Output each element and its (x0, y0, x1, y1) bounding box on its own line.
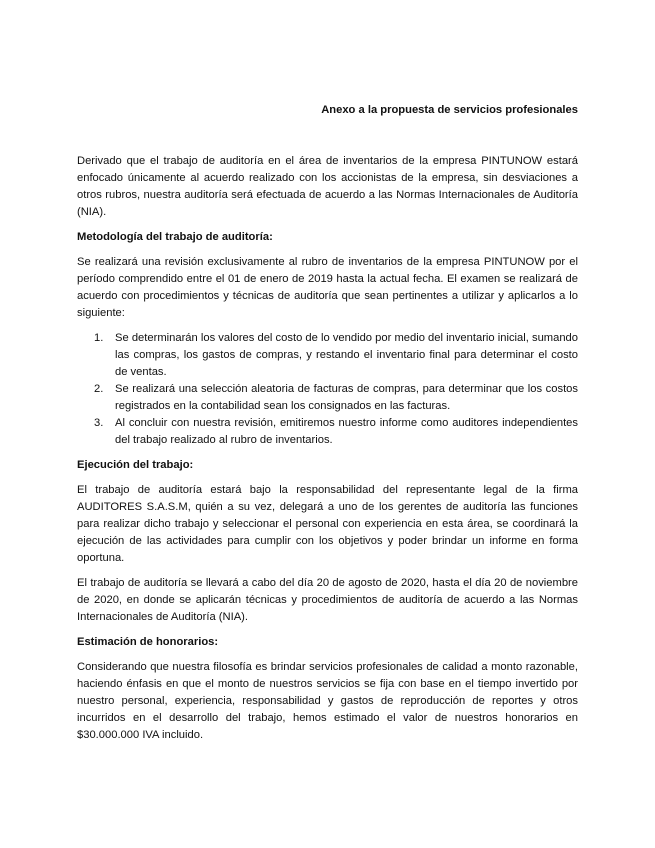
list-item-text: Al concluir con nuestra revisión, emitiremos nuestro informe como auditores independientes del trabajo realizado al rubro de inventarios. (115, 417, 578, 446)
methodology-list (77, 330, 578, 449)
list-item (77, 415, 578, 449)
fees-heading: Estimación de honorarios: (77, 636, 219, 648)
list-item-text: Se realizará una selección aleatoria de facturas de compras, para determinar que los costos registrados en la contabilidad sean los consignados en las facturas. (115, 383, 578, 412)
list-item (77, 330, 578, 381)
list-item-number: 1. (94, 332, 104, 344)
intro-paragraph: Derivado que el trabajo de auditoría en el área de inventarios de la empresa PINTUNOW estará enfocado únicamente al acuerdo realizado con los accionistas de la empresa, sin desviaciones a otros rubros, nuestra auditoría será efectuada de acuerdo a las Normas Internacionales de Auditoría (NIA). (77, 155, 578, 218)
list-item-number: 3. (94, 417, 104, 429)
list-item-text: Se determinarán los valores del costo de lo vendido por medio del inventario inicial, sumando las compras, los gastos de compras, y restando el inventario final para determinar el costo de ventas. (115, 332, 578, 378)
execution-paragraph-responsibility: El trabajo de auditoría estará bajo la responsabilidad del representante legal de la firma AUDITORES S.A.S.M, quién a su vez, delegará a uno de los gerentes de auditoría las funciones para realizar dicho trabajo y seleccionar el personal con experiencia en esta área, se coordinará la ejecución de las actividades para cumplir con los objetivos y poder brindar un informe en forma oportuna. (77, 484, 578, 564)
document-body (77, 153, 578, 752)
methodology-paragraph: Se realizará una revisión exclusivamente al rubro de inventarios de la empresa PINTUNOW por el período comprendido entre el 01 de enero de 2019 hasta la actual fecha. El examen se realizará de acuerdo con procedimientos y técnicas de auditoría que sean pertinentes a utilizar y aplicarlos a lo siguiente: (77, 256, 578, 319)
execution-paragraph-dates: El trabajo de auditoría se llevará a cabo del día 20 de agosto de 2020, hasta el día 20 de noviembre de 2020, en donde se aplicarán técnicas y procedimientos de auditoría de acuerdo a las Normas Internacionales de Auditoría (NIA). (77, 577, 578, 623)
list-item-number: 2. (94, 383, 104, 395)
execution-heading: Ejecución del trabajo: (77, 459, 194, 471)
fees-paragraph: Considerando que nuestra filosofía es brindar servicios profesionales de calidad a monto razonable, haciendo énfasis en que el monto de nuestros servicios se fija con base en el tiempo invertido por nuestro personal, experiencia, responsabilidad y gastos de reproducción de reportes y otros incurridos en el desarrollo del trabajo, hemos estimado el valor de nuestros honorarios en $30.000.000 IVA incluido. (77, 661, 578, 741)
document-title: Anexo a la propuesta de servicios profesionales (321, 104, 578, 116)
list-item (77, 381, 578, 415)
methodology-heading: Metodología del trabajo de auditoría: (77, 231, 273, 243)
